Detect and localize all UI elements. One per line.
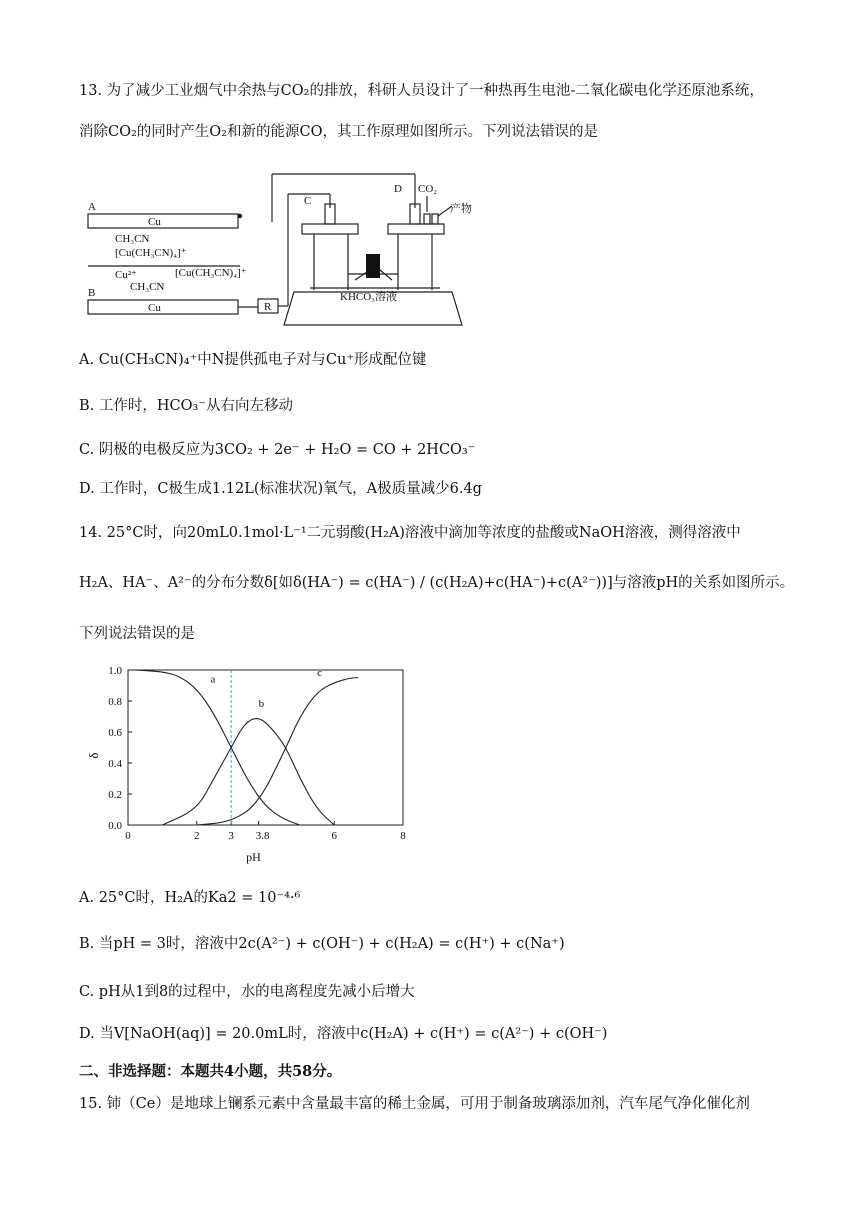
q14-option-d: D. 当V[NaOH(aq)] = 20.0mL时，溶液中c(H₂A) + c(H⁺) = c(A²⁻) + c(OH⁻) [79,1026,608,1042]
cu-top-label: Cu [148,216,161,228]
series-a-label: a [210,673,216,686]
series-c-line [197,678,359,825]
cu-electrode-a [88,214,238,228]
series-b-label: b [258,698,265,711]
q14-distribution-chart [78,660,428,870]
resistor-label: R [264,301,272,313]
y-tick-label: 0.8 [108,696,122,708]
y-tick-label: 0.6 [108,727,122,739]
cu-bottom-label: Cu [148,302,161,314]
membrane [366,254,380,278]
x-tick-label: 3.8 [255,830,270,842]
x-tick-label: 3 [228,830,234,842]
co2-label: CO₂ [418,183,438,195]
series-c-label: c [317,667,322,680]
product-label: 产物 [450,203,472,215]
q15-stem-line1: 15. 铈（Ce）是地球上镧系元素中含量最丰富的稀土金属，可用于制备玻璃添加剂，汽车尾气净化催化剂 [79,1096,750,1112]
q13-stem-line2: 消除CO₂的同时产生O₂和新的能源CO，其工作原理如图所示。下列说法错误的是 [79,124,598,140]
q13-cell-diagram [80,170,480,330]
label-a: A [88,201,96,213]
cu2-ion: Cu²⁺ [115,269,137,281]
q14-option-a: A. 25°C时，H₂A的Ka2 = 10⁻⁴·⁶ [79,890,301,906]
q13-option-a: A. Cu(CH₃CN)₄⁺中N提供孤电子对与Cu⁺形成配位键 [79,352,427,368]
y-tick-label: 0.0 [108,820,122,832]
q13-option-d: D. 工作时，C极生成1.12L(标准状况)氧气，A极质量减少6.4g [79,481,482,497]
complex-2: [Cu(CH₃CN)₄]⁺ [175,267,247,279]
series-a-line [135,670,300,825]
label-b: B [88,287,96,299]
x-tick-label: 2 [194,830,200,842]
x-axis-label: pH [246,850,261,864]
electrolyte-label: KHCO₃溶液 [340,291,398,303]
q13-stem-line1: 13. 为了减少工业烟气中余热与CO₂的排放，科研人员设计了一种热再生电池-二氧化碳电化学还原池系统， [79,83,764,99]
complex-1: [Cu(CH₃CN)₄]⁺ [115,247,187,259]
x-tick-label: 6 [331,830,337,842]
plot-frame [128,670,403,825]
q13-option-b: B. 工作时，HCO₃⁻从右向左移动 [79,398,293,414]
ch3cn-2: CH₃CN [130,281,165,293]
y-tick-label: 0.4 [108,758,122,770]
q14-stem-line2: H₂A、HA⁻、A²⁻的分布分数δ[如δ(HA⁻) = c(HA⁻) / (c(H₂A)+c(HA⁻)+c(A²⁻))]与溶液pH的关系如图所示。 [79,575,795,591]
q14-option-b: B. 当pH = 3时，溶液中2c(A²⁻) + c(OH⁻) + c(H₂A) = c(H⁺) + c(Na⁺) [79,936,565,952]
x-tick-label: 0 [125,830,131,842]
q14-option-c: C. pH从1到8的过程中，水的电离程度先减小后增大 [79,984,415,1000]
label-c: C [304,195,312,207]
q14-stem-line3: 下列说法错误的是 [79,626,195,642]
y-axis-label: δ [86,752,101,759]
q13-option-c: C. 阴极的电极反应为3CO₂ + 2e⁻ + H₂O = CO + 2HCO₃⁻ [79,442,476,458]
ch3cn-1: CH₃CN [115,233,150,245]
cu-electrode-b [88,300,238,314]
y-tick-label: 0.2 [108,789,122,801]
series-b-line [162,719,334,825]
q14-stem-line1: 14. 25°C时，向20mL0.1mol·L⁻¹二元弱酸(H₂A)溶液中滴加等浓度的盐酸或NaOH溶液，测得溶液中 [79,525,741,541]
label-d: D [394,183,402,195]
y-tick-label: 1.0 [108,665,122,677]
part2-heading: 二、非选择题：本题共4小题，共58分。 [79,1063,342,1080]
x-tick-label: 8 [400,830,406,842]
